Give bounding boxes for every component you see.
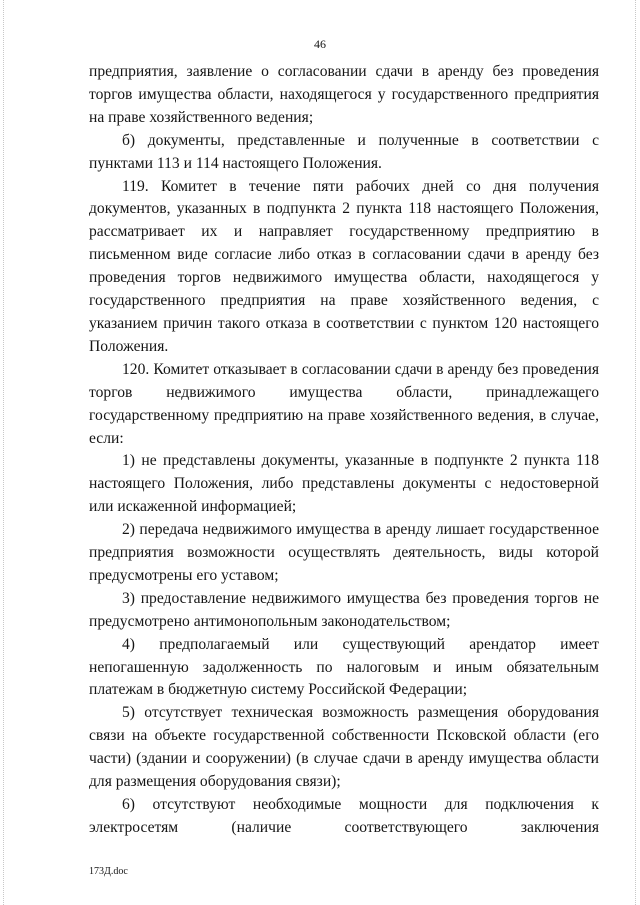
paragraph-item-6: 6) отсутствуют необходимые мощности для подключения к электросетям (наличие соответствующего заключения	[89, 796, 599, 836]
scan-edge-left	[3, 0, 5, 905]
body-text	[89, 61, 599, 840]
paragraph-continuation: предприятия, заявление о согласовании сдачи в аренду без проведения торгов имущества области, находящегося у государственного предприятия на праве хозяйственного ведения;	[89, 63, 599, 126]
footer-filename: 173Д.doc	[89, 866, 128, 877]
paragraph-clause-120: 120. Комитет отказывает в согласовании сдачи в аренду без проведения торгов недвижимого имущества области, принадлежащего государственному предприятию на праве хозяйственного ведения, в случае, если:	[89, 360, 599, 447]
paragraph-item-1: 1) не представлены документы, указанные в подпункте 2 пункта 118 настоящего Положения, либо представлены документы с недостоверной или искаженной информацией;	[89, 452, 599, 516]
paragraph-item-b: б) документы, представленные и полученные в соответствии с пунктами 113 и 114 настоящего Положения.	[89, 131, 599, 172]
paragraph-item-2: 2) передача недвижимого имущества в аренду лишает государственное предприятия возможности осуществлять деятельность, виды которой предусмотрены его уставом;	[89, 521, 599, 584]
page-number: 46	[314, 37, 326, 51]
paragraph-item-4: 4) предполагаемый или существующий арендатор имеет непогашенную задолженность по налоговым и иным обязательным платежам в бюджетную систему Российской Федерации;	[89, 635, 599, 699]
paragraph-item-5: 5) отсутствует техническая возможность размещения оборудования связи на объекте государственной собственности Псковской области (его части) (здании и сооружении) (в случае сдачи в аренду имущества области для размещения оборудования связи);	[89, 704, 599, 791]
paragraph-clause-119: 119. Комитет в течение пяти рабочих дней со дня получения документов, указанных в подпункта 2 пункта 118 настоящего Положения, рассматривает их и направляет государственному предприятию в письменном виде согласие либо отказ в согласовании сдачи в аренду без проведения торгов недвижимого имущества области, находящегося у государственного предприятия на праве хозяйственного ведения, с указанием причин такого отказа в соответствии с пунктом 120 настоящего Положения.	[89, 177, 599, 355]
scan-edge-right	[635, 0, 637, 905]
paragraph-item-3: 3) предоставление недвижимого имущества без проведения торгов не предусмотрено антимонопольным законодательством;	[89, 589, 599, 630]
